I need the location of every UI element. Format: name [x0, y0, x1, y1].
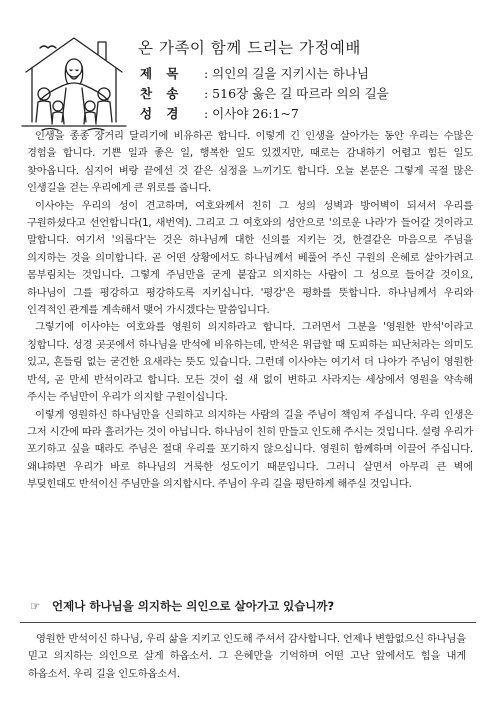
- prayer-box: [20, 622, 476, 693]
- hymn-label: 찬 송: [140, 86, 184, 101]
- meta-row-scripture: [140, 104, 490, 124]
- page-title: 온 가족이 함께 드리는 가정예배: [138, 39, 361, 57]
- body-paragraph: 이렇게 영원하신 하나님만을 신뢰하고 의지하는 사람의 길을 주님이 책임져 주십니다. 우리 인생은 그저 시간에 따라 흘러가는 것이 아닙니다. 하나님이 친히 만들고 인도해 주시는 것입니다. 설령 우리가 포기하고 싶을 때라도 주님은 절대 우리를 포기하지 않으십니다. 영원히 함께하며 이끌어 주십니다. 왜냐하면 우리가 바로 하나님의 거룩한 성도이기 때문입니다. 그러니 살면서 아무리 큰 벽에 부딪힌대도 반석이신 주님만을 의지합시다. 주님이 우리 길을 평탄하게 해주실 것입니다.: [27, 408, 473, 491]
- hymn-value: : 516장 옳은 길 따르라 의의 길을: [204, 86, 389, 101]
- question-text: 언제나 하나님을 의지하는 의인으로 살아가고 있습니까?: [52, 599, 335, 613]
- meta-row-topic: [140, 64, 490, 84]
- reflection-question: [30, 598, 470, 614]
- body-paragraph: 이사야는 우리의 성이 견고하며, 여호와께서 친히 그 성의 성벽과 방어벽이 되셔서 우리를 구원하셨다고 선언합니다(1, 새번역). 그리고 그 여호와의 성안으로 '의로운 나라'가 들어갈 것이라고 말합니다. 여기서 '의롭다'는 것은 하나님께 대한 신의를 지키는 것, 한결같은 마음으로 주님을 의지하는 것을 의미합니다. 곧 어떤 상황에서도 하나님께서 베풀어 주신 구원의 은혜로 살아가려고 몸부림치는 것입니다. 그렇게 주님만을 굳게 붙잡고 의지하는 사람이 그 성으로 들어갈 것이요, 하나님이 그를 평강하고 평강하도록 지키십니다. '평강'은 평화를 뜻합니다. 하나님께서 우리와 인격적인 관계를 계속해서 맺어 가시겠다는 말씀입니다.: [27, 199, 473, 317]
- topic-value: : 의인의 길을 지키시는 하나님: [204, 66, 370, 81]
- scripture-value: : 이사야 26:1~7: [204, 106, 299, 121]
- family-house-illustration: [18, 30, 130, 136]
- pointing-hand-icon: ☞: [30, 599, 41, 613]
- topic-label: 제 목: [140, 66, 184, 81]
- service-info: [140, 64, 490, 124]
- body-paragraph: 그렇기에 이사야는 여호와를 영원히 의지하라고 합니다. 그러면서 그분을 '영원한 반석'이라고 칭합니다. 성경 곳곳에서 하나님을 반석에 비유하는데, 반석은 위급할 때 도피하는 피난처라는 의미도 있고, 흔들림 없는 굳건한 요새라는 뜻도 있습니다. 그런데 이사야는 여기서 더 나아가 주님이 영원한 반석, 곧 만세 반석이라고 합니다. 모든 것이 쉴 새 없이 변하고 사라지는 세상에서 영원을 약속해 주시는 주님만이 우리가 의지할 구원이십니다.: [27, 321, 473, 404]
- sermon-body: [27, 128, 473, 494]
- scripture-label: 성 경: [140, 106, 184, 121]
- prayer-text: 영원한 반석이신 하나님, 우리 삶을 지키고 인도해 주셔서 감사합니다. 언제나 변함없으신 하나님을 믿고 의지하는 의인으로 살게 하옵소서. 그 은혜만을 기억하며 어떤 고난 앞에서도 힘을 내게 하옵소서. 우리 길을 인도하옵소서.: [28, 633, 466, 680]
- meta-row-hymn: [140, 84, 490, 104]
- body-paragraph: 인생을 종종 장거리 달리기에 비유하곤 합니다. 이렇게 긴 인생을 살아가는 동안 우리는 수많은 경험을 합니다. 기쁜 일과 좋은 일, 행복한 일도 있겠지만, 때로는 감내하기 어렵고 힘든 일도 찾아옵니다. 심지어 벼랑 끝에선 것 같은 심정을 느끼기도 합니다. 오늘 본문은 그렇게 곡절 많은 인생길을 걷는 우리에게 큰 위로를 줍니다.: [27, 130, 473, 195]
